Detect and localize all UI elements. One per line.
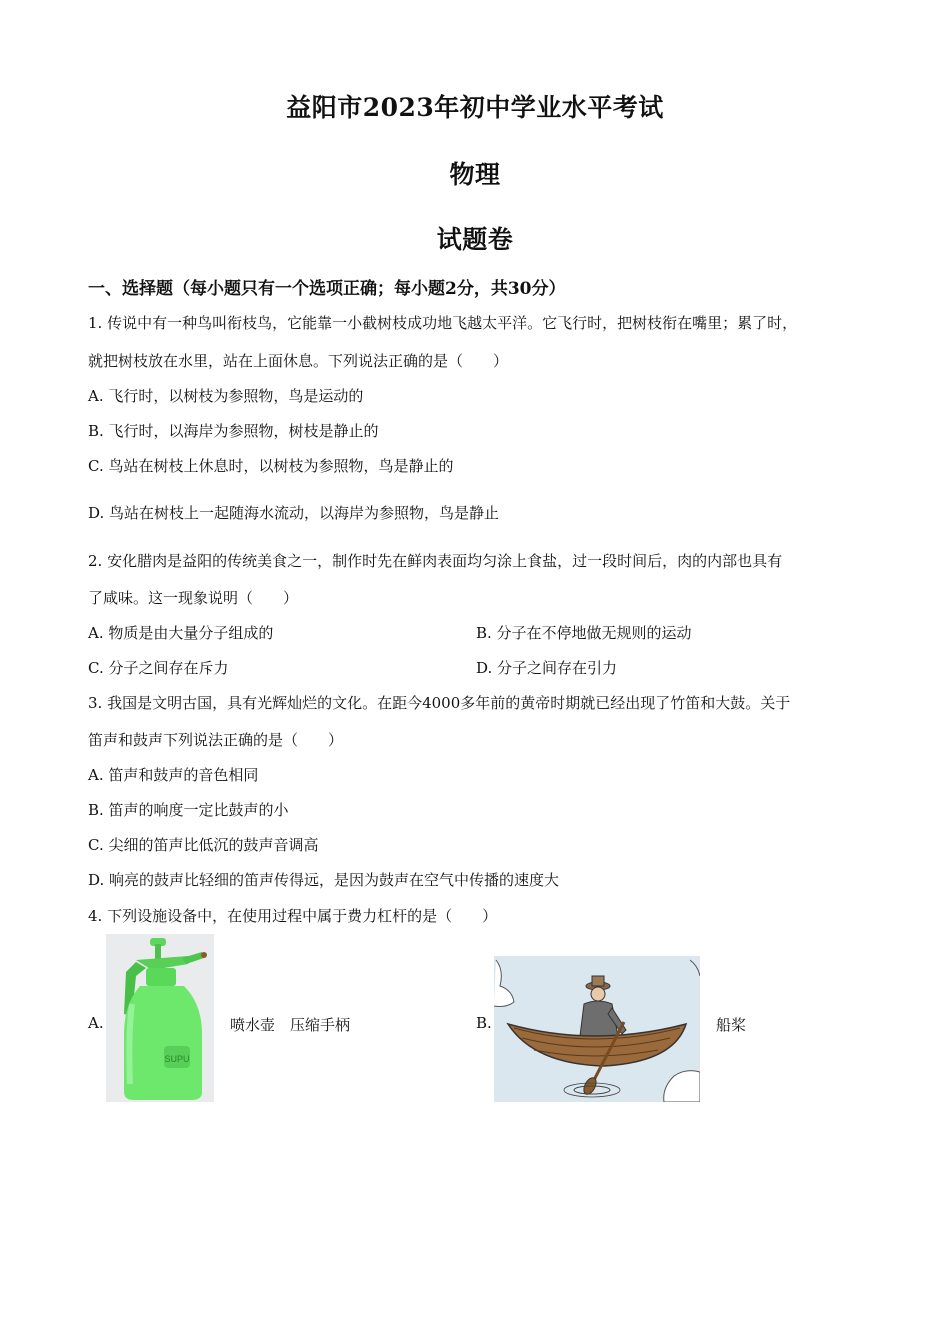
q3-option-a: A. 笛声和鼓声的音色相同	[88, 766, 259, 784]
subject-title: 物理	[449, 160, 501, 189]
spray-bottle-image	[106, 934, 214, 1102]
q4-stem: 4. 下列设施设备中，在使用过程中属于费力杠杆的是（ ）	[88, 907, 498, 925]
q2-stem-line2: 了咸味。这一现象说明（ ）	[88, 589, 299, 607]
rowing-boat-image	[494, 956, 700, 1102]
q1-option-c: C. 鸟站在树枝上休息时，以树枝为参照物，鸟是静止的	[88, 457, 454, 475]
q3-stem-line1: 3. 我国是文明古国，具有光辉灿烂的文化。在距今4000多年前的黄帝时期就已经出现了竹笛和大鼓。关于	[88, 694, 791, 712]
q2-option-b: B. 分子在不停地做无规则的运动	[476, 624, 692, 642]
q1-option-a: A. 飞行时，以树枝为参照物，鸟是运动的	[88, 387, 364, 405]
paper-title: 试题卷	[436, 225, 514, 254]
section-heading: 一、选择题（每小题只有一个选项正确；每小题2分，共30分）	[88, 279, 566, 299]
q2-option-a: A. 物质是由大量分子组成的	[88, 624, 274, 642]
q1-stem-line2: 就把树枝放在水里，站在上面休息。下列说法正确的是（ ）	[88, 352, 509, 370]
exam-title: 益阳市2023年初中学业水平考试	[286, 93, 664, 122]
q2-option-d: D. 分子之间存在引力	[476, 659, 618, 677]
q1-option-b: B. 飞行时，以海岸为参照物，树枝是静止的	[88, 422, 379, 440]
q1-option-d: D. 鸟站在树枝上一起随海水流动，以海岸为参照物，鸟是静止	[88, 504, 500, 522]
q2-stem-line1: 2. 安化腊肉是益阳的传统美食之一，制作时先在鲜肉表面均匀涂上食盐，过一段时间后，肉的内部也具有	[88, 552, 783, 570]
q4-option-b-caption: 船桨	[716, 1016, 747, 1034]
q1-stem-line1: 1. 传说中有一种鸟叫衔枝鸟，它能靠一小截树枝成功地飞越太平洋。它飞行时，把树枝衔在嘴里；累了时，	[88, 314, 798, 332]
q4-option-a-letter: A.	[88, 1014, 104, 1032]
q2-option-c: C. 分子之间存在斥力	[88, 659, 229, 677]
q3-option-c: C. 尖细的笛声比低沉的鼓声音调高	[88, 836, 319, 854]
q3-option-d: D. 响亮的鼓声比轻细的笛声传得远，是因为鼓声在空气中传播的速度大	[88, 871, 560, 889]
q4-option-a-caption: 喷水壶 压缩手柄	[230, 1016, 351, 1034]
q3-option-b: B. 笛声的响度一定比鼓声的小	[88, 801, 289, 819]
q3-stem-line2: 笛声和鼓声下列说法正确的是（ ）	[88, 731, 344, 749]
bottle-label: SUPU	[164, 1054, 190, 1064]
q4-option-b-letter: B.	[476, 1014, 492, 1032]
